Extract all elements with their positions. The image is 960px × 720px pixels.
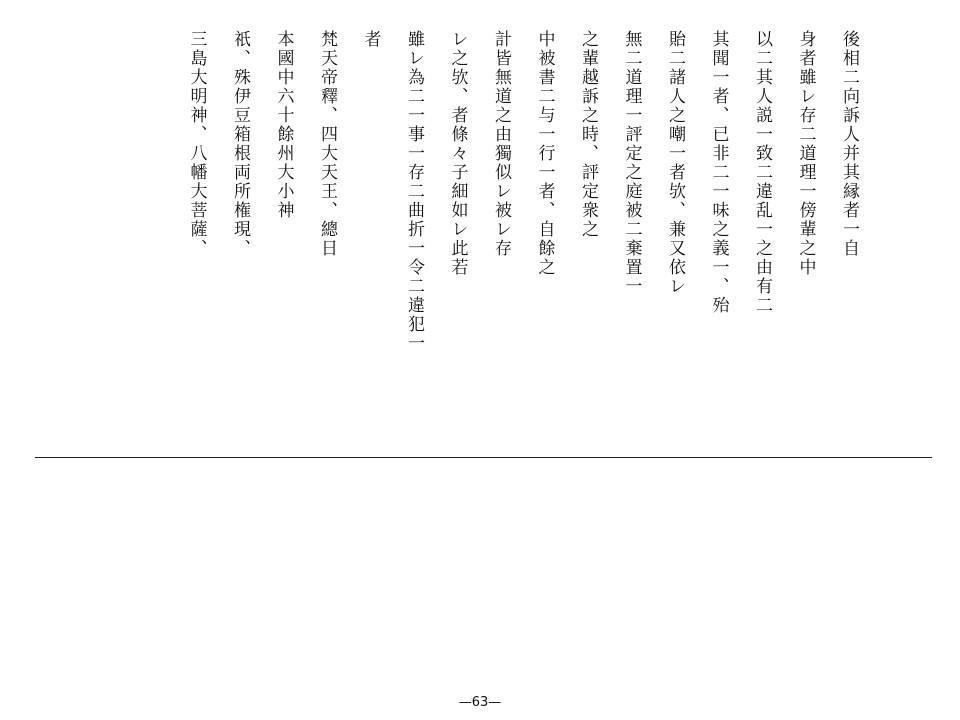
text-line: 者: [360, 30, 381, 49]
text-line: 以二其人説一致二違乱一之由有二: [752, 30, 772, 315]
text-line: 無二道理一評定之庭被二棄置一: [621, 30, 642, 296]
text-line: 身者雖レ存二道理一傍輩之中: [795, 30, 816, 277]
text-line: 本國中六十餘州大小神: [273, 30, 294, 220]
text-line: レ之欤、者條々子細如レ此若: [447, 30, 468, 277]
vertical-text-body: [174, 30, 870, 450]
text-line: 貽二諸人之嘲一者欤、兼又依レ: [665, 30, 685, 296]
text-line: 雖レ為二一事一存二曲折一令二違犯一: [404, 30, 424, 353]
text-line: 梵天帝釋、四大天王、總日: [317, 30, 337, 258]
page-number: —63—: [458, 695, 502, 710]
text-line: 祇、殊伊豆箱根両所権現、: [230, 30, 250, 258]
horizontal-divider: [35, 457, 932, 458]
text-line: 之輩越訴之時、評定衆之: [578, 30, 598, 239]
text-line: 後相二向訴人并其縁者一自: [839, 30, 859, 258]
text-line: 三島大明神、八幡大菩薩、: [186, 30, 207, 258]
text-line: 計皆無道之由獨似レ被レ存: [491, 30, 511, 258]
text-line: 其聞一者、已非二一味之義一、殆: [708, 30, 729, 315]
text-line: 中被書二与一行一者、自餘之: [534, 30, 555, 277]
